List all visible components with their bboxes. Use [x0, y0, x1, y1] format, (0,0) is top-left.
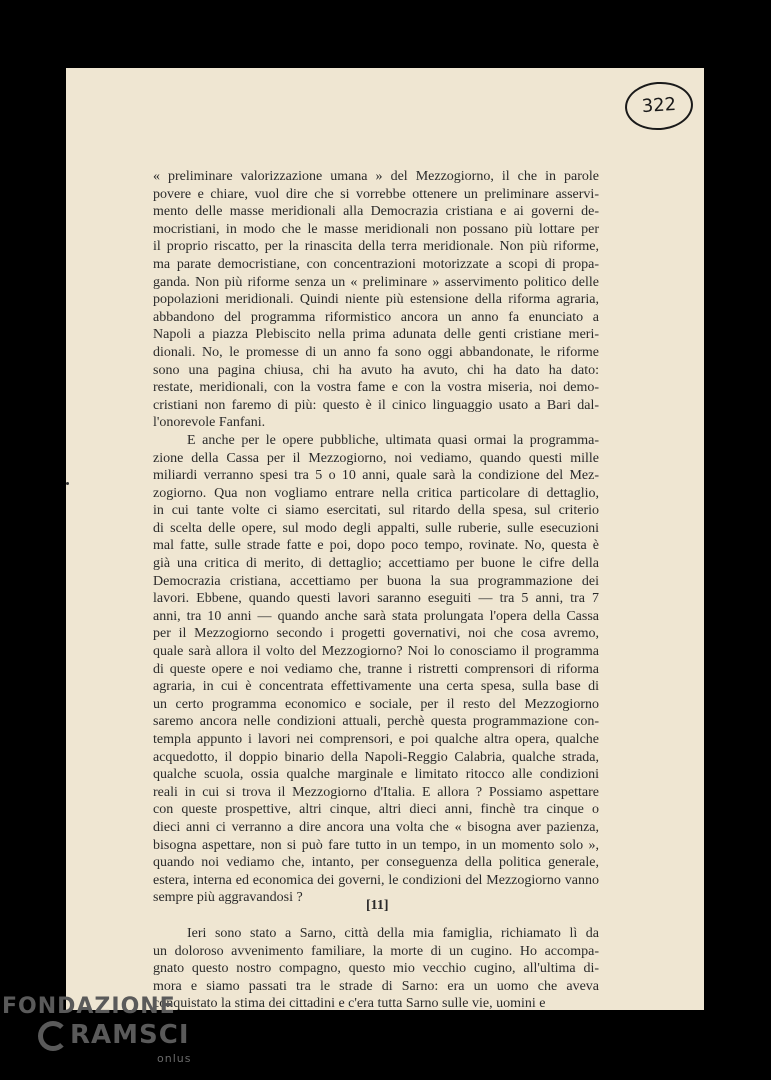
text-line: Ieri sono stato a Sarno, città della mia famiglia, richiamato lì da	[187, 925, 599, 941]
text-line: reali in cui si trova il Mezzogiorno d'Italia. E allora ? Possiamo aspettare	[153, 784, 599, 800]
text-line: miliardi verranno spesi tra 5 o 10 anni, quale sarà la condizione del Mez-	[153, 468, 599, 484]
text-line: l'onorevole Fanfani.	[153, 415, 266, 431]
watermark-line-1: FONDAZIONE	[2, 994, 176, 1019]
watermark-line-3: onlus	[157, 1052, 192, 1065]
text-line: di scelta delle opere, sul modo degli appalti, sulle ruberie, sulle esecuzioni	[153, 520, 599, 536]
text-line: gnato questo nostro compagno, questo mio vecchio cugino, all'ultima di-	[153, 961, 599, 977]
text-line: zione della Cassa per il Mezzogiorno, noi vediamo, quando questi mille	[153, 450, 599, 466]
text-line: mora e siamo passati tra le strade di Sarno: era un uomo che aveva	[153, 978, 599, 994]
text-line: il proprio riscatto, per la rinascita della terra meridionale. Non più riforme,	[153, 239, 599, 255]
text-line: restate, meridionali, con la vostra fame e con la vostra miseria, noi demo-	[153, 380, 599, 396]
text-line: popolazioni meridionali. Quindi niente più estensione della riforma agraria,	[153, 292, 599, 308]
text-line: estera, interna ed economica dei governi, le condizioni del Mezzogiorno vanno	[153, 872, 599, 888]
fondazione-gramsci-watermark	[2, 994, 192, 1065]
text-line: conquistato la stima dei cittadini e c'era tutta Sarno sulle vie, uomini e	[153, 996, 546, 1012]
text-line: acquedotto, il doppio binario della Napoli-Reggio Calabria, qualche strada,	[153, 749, 599, 765]
text-line: quando noi vediamo che, intanto, per conseguenza della politica generale,	[153, 855, 599, 871]
text-line: lavori. Ebbene, quando questi lavori saranno eseguiti — tra 5 anni, tra 7	[153, 591, 599, 607]
text-line: mal fatte, sulle strade fatte e poi, dopo poco tempo, rovinate. No, questa è	[153, 538, 599, 554]
text-line: ganda. Non più riforme senza un « preliminare » asservimento politico delle	[153, 274, 599, 290]
text-line: agraria, in cui è concentrata effettivamente una certa spesa, sulla base di	[153, 679, 599, 695]
text-line: cristiani non faremo di più: questo è il cinico linguaggio usato a Bari dal-	[153, 397, 599, 413]
text-line: mento delle masse meridionali alla Democrazia cristiana e ai governi de-	[153, 204, 599, 220]
text-line: dionali. No, le promesse di un anno fa sono oggi abbandonate, le riforme	[153, 344, 599, 360]
text-line: « preliminare valorizzazione umana » del Mezzogiorno, il che in parole	[153, 169, 599, 184]
text-line: abbandono del programma riformistico ancora un anno fa enunciato a	[153, 309, 599, 325]
text-line: Democrazia cristiana, accettiamo per buona la sua programmazione dei	[153, 573, 599, 589]
text-line: un doloroso avvenimento familiare, la morte di un cugino. Ho accompa-	[153, 943, 599, 959]
text-line: per il Mezzogiorno secondo i progetti governativi, noi che cosa avremo,	[153, 626, 599, 642]
text-line: sempre più aggravandosi ?	[153, 890, 303, 906]
text-line: bisogna aspettare, non si può fare tutto in un tempo, in un momento solo »,	[153, 837, 599, 853]
text-line: un certo programma economico e sociale, per il resto del Mezzogiorno	[153, 696, 599, 712]
text-line: dieci anni ci verranno a dire ancora una volta che « bisogna aver pazienza,	[153, 819, 599, 835]
page-number: [11]	[366, 898, 389, 913]
text-line: in cui tante volte ci siamo esercitati, sul ritardo della spesa, sul criterio	[153, 503, 599, 519]
ink-speck	[66, 482, 69, 485]
text-line: saremo ancora nelle condizioni attuali, perchè questa programmazione con-	[153, 714, 599, 730]
watermark-line-2-wrap	[38, 1020, 190, 1051]
text-line: povere e chiare, vuol dire che si vorrebbe ottenere un preliminare asservi-	[153, 186, 599, 202]
text-line: sono una pagina chiusa, chi ha avuto ha avuto, chi ha dato ha dato:	[153, 362, 599, 378]
text-line: già una critica di merito, di dettaglio; accettiamo per buone le cifre della	[153, 556, 599, 572]
watermark-line-2: RAMSCI	[70, 1020, 190, 1050]
text-line: anni, tra 10 anni — quando anche sarà stata prolungata l'opera della Cassa	[153, 608, 599, 624]
text-line: ma parate democristiane, con concentrazioni motorizzate a scopi di propa-	[153, 256, 599, 272]
text-line: di queste opere e noi vediamo che, tranne i ristretti comprensori di riforma	[153, 661, 599, 677]
text-line: qualche scuola, ossia qualche marginale e limitato ritocco alle condizioni	[153, 767, 599, 783]
text-line: quale sarà allora il volto del Mezzogiorno? Noi lo conosciamo il programma	[153, 644, 599, 660]
text-line: Napoli a piazza Plebiscito nella prima adunata delle genti cristiane meri-	[153, 327, 599, 343]
text-line: mocristiani, in modo che le masse meridionali non possano più lottare per	[153, 221, 599, 237]
text-line: zogiorno. Qua non vogliamo entrare nella critica particolare di dettaglio,	[153, 485, 599, 501]
text-line: templa appunto i lavori nei comprensori, e poi qualche altra opera, qualche	[153, 732, 599, 747]
gramsci-g-logo-icon	[38, 1021, 68, 1051]
archive-number-stamp: 322	[623, 80, 694, 133]
body-text	[153, 168, 599, 1013]
text-line: con queste prospettive, altri cinque, altri dieci anni, finchè tra cinque o	[153, 802, 599, 818]
text-line: E anche per le opere pubbliche, ultimata quasi ormai la programma-	[187, 432, 599, 448]
